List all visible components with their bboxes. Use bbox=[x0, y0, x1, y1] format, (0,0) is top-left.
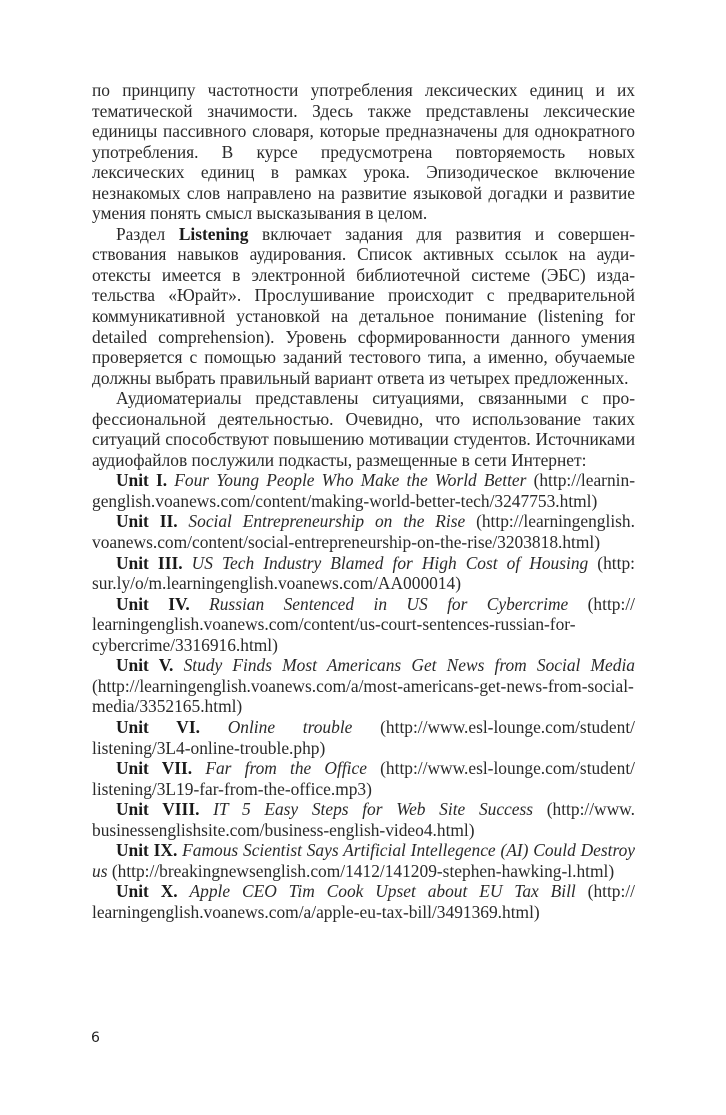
unit-entry-7 bbox=[92, 758, 635, 799]
unit-entry-8 bbox=[92, 799, 635, 840]
unit-title: IT 5 Easy Steps for Web Site Success bbox=[213, 799, 534, 820]
unit-entry-4 bbox=[92, 594, 635, 656]
document-page bbox=[92, 80, 635, 922]
unit-label: Unit X. bbox=[116, 881, 178, 902]
unit-entry-9 bbox=[92, 840, 635, 881]
unit-title: Study Finds Most Americans Get News from Social Media bbox=[183, 655, 635, 676]
unit-label: Unit I. bbox=[116, 470, 168, 491]
unit-label: Unit VI. bbox=[116, 716, 200, 737]
unit-title: Apple CEO Tim Cook Upset about EU Tax Bill bbox=[189, 881, 576, 902]
unit-source-link[interactable]: (http://​learningenglish.voanews.com/a/apple-eu-tax-bill/3491369.html) bbox=[92, 881, 635, 922]
unit-source-link[interactable]: (http://learningenglish.voanews.com/a/most-americans-get-news-​from-social-media/3352165.html) bbox=[92, 675, 634, 717]
unit-title: Famous Scientist Says Artificial Intellegence (AI) Could Destroy us bbox=[92, 840, 635, 881]
unit-entry-6 bbox=[92, 717, 635, 758]
unit-label: Unit VII. bbox=[116, 758, 193, 779]
unit-entry-10 bbox=[92, 881, 635, 922]
paragraph-vocabulary: по принципу частотности употребления лексических единиц и их тематической значимости. Здесь также представлены лексические единицы пассивного словаря, которые предназначены для однократного употребления. В курсе предусмотрена повторяемость новых лексических единиц в рамках урока. Эпизодическое включение незнакомых слов направлено на развитие языковой догадки и развитие умения понять смысл высказывания в целом. bbox=[92, 80, 635, 224]
unit-title: Four Young People Who Make the World Better bbox=[174, 470, 527, 491]
unit-entry-1 bbox=[92, 470, 635, 511]
unit-title: Far from the Office bbox=[205, 758, 367, 779]
unit-source-link[interactable]: (http://www.​businessenglishsite.com/business-english-video4.html) bbox=[92, 799, 635, 840]
section-name-listening: Listening bbox=[178, 223, 249, 244]
unit-label: Unit IX. bbox=[116, 840, 178, 861]
page-number: 6 bbox=[91, 1030, 100, 1046]
unit-label: Unit IV. bbox=[116, 593, 190, 614]
paragraph-audiomaterials: Аудиоматериалы представлены ситуациями, связанными с профессиональной деятельностью. Очевидно, что использование таких ситуаций способствуют повышению мотивации студентов. Источниками аудиофайлов послужили подкасты, размещенные в сети Интернет: bbox=[92, 388, 635, 470]
unit-source-link[interactable]: (http:​sur.ly/o/m.learningenglish.voanews.com/AA000014) bbox=[92, 552, 635, 594]
unit-entry-3 bbox=[92, 553, 635, 594]
unit-label: Unit III. bbox=[116, 552, 183, 573]
unit-label: Unit V. bbox=[116, 655, 174, 676]
unit-entry-2 bbox=[92, 511, 635, 552]
paragraph-listening bbox=[92, 224, 635, 388]
unit-source-link[interactable]: (http://learningenglish.​voanews.com/content/social-entrepreneurship-on-the-rise/3203818.​html) bbox=[92, 511, 635, 553]
unit-source-link[interactable]: (http://www.esl-lounge.com/student/​listening/3L19-far-from-the-office.mp3) bbox=[92, 758, 635, 799]
unit-source-link[interactable]: (http://learningenglish.voanews.com/content/making-world-better-tech/3247753.html) bbox=[92, 470, 635, 511]
unit-label: Unit II. bbox=[116, 511, 178, 532]
unit-entry-5 bbox=[92, 655, 635, 717]
unit-title: Russian Sentenced in US for Cybercrime bbox=[209, 593, 569, 614]
unit-title: Social Entrepreneurship on the Rise bbox=[188, 511, 466, 532]
unit-source-link[interactable]: (http://www.esl-lounge.com/student/​listening/3L4-online-trouble.php) bbox=[92, 716, 635, 758]
unit-source-link[interactable]: (http://​learningenglish.voanews.com/content/us-court-sentences-russian-for-​cybercrime/3316916.html) bbox=[92, 593, 635, 655]
unit-label: Unit VIII. bbox=[116, 799, 200, 820]
unit-title: US Tech Industry Blamed for High Cost of Housing bbox=[191, 552, 589, 573]
paragraph-body: включает задания для развития и совершенствования навыков аудирования. Список активных ссылок на аудиотексты имеется в электронной библиотечной системе (ЭБС) издательства «Юрайт». Прослушивание происходит с предварительной коммуникативной установкой на детальное понимание (listening for detailed comprehension). Уровень сформированности данного умения проверяется с помощью заданий тестового типа, а именно, обучаемые должны выбрать правильный вариант ответа из четырех предложенных. bbox=[92, 223, 635, 388]
unit-title: Online trouble bbox=[227, 716, 353, 737]
unit-source-link[interactable]: (http://breakingnewsenglish.com/1412/141209-stephen-hawking-l.​html) bbox=[111, 860, 615, 881]
paragraph-lead: Раздел bbox=[116, 223, 179, 244]
